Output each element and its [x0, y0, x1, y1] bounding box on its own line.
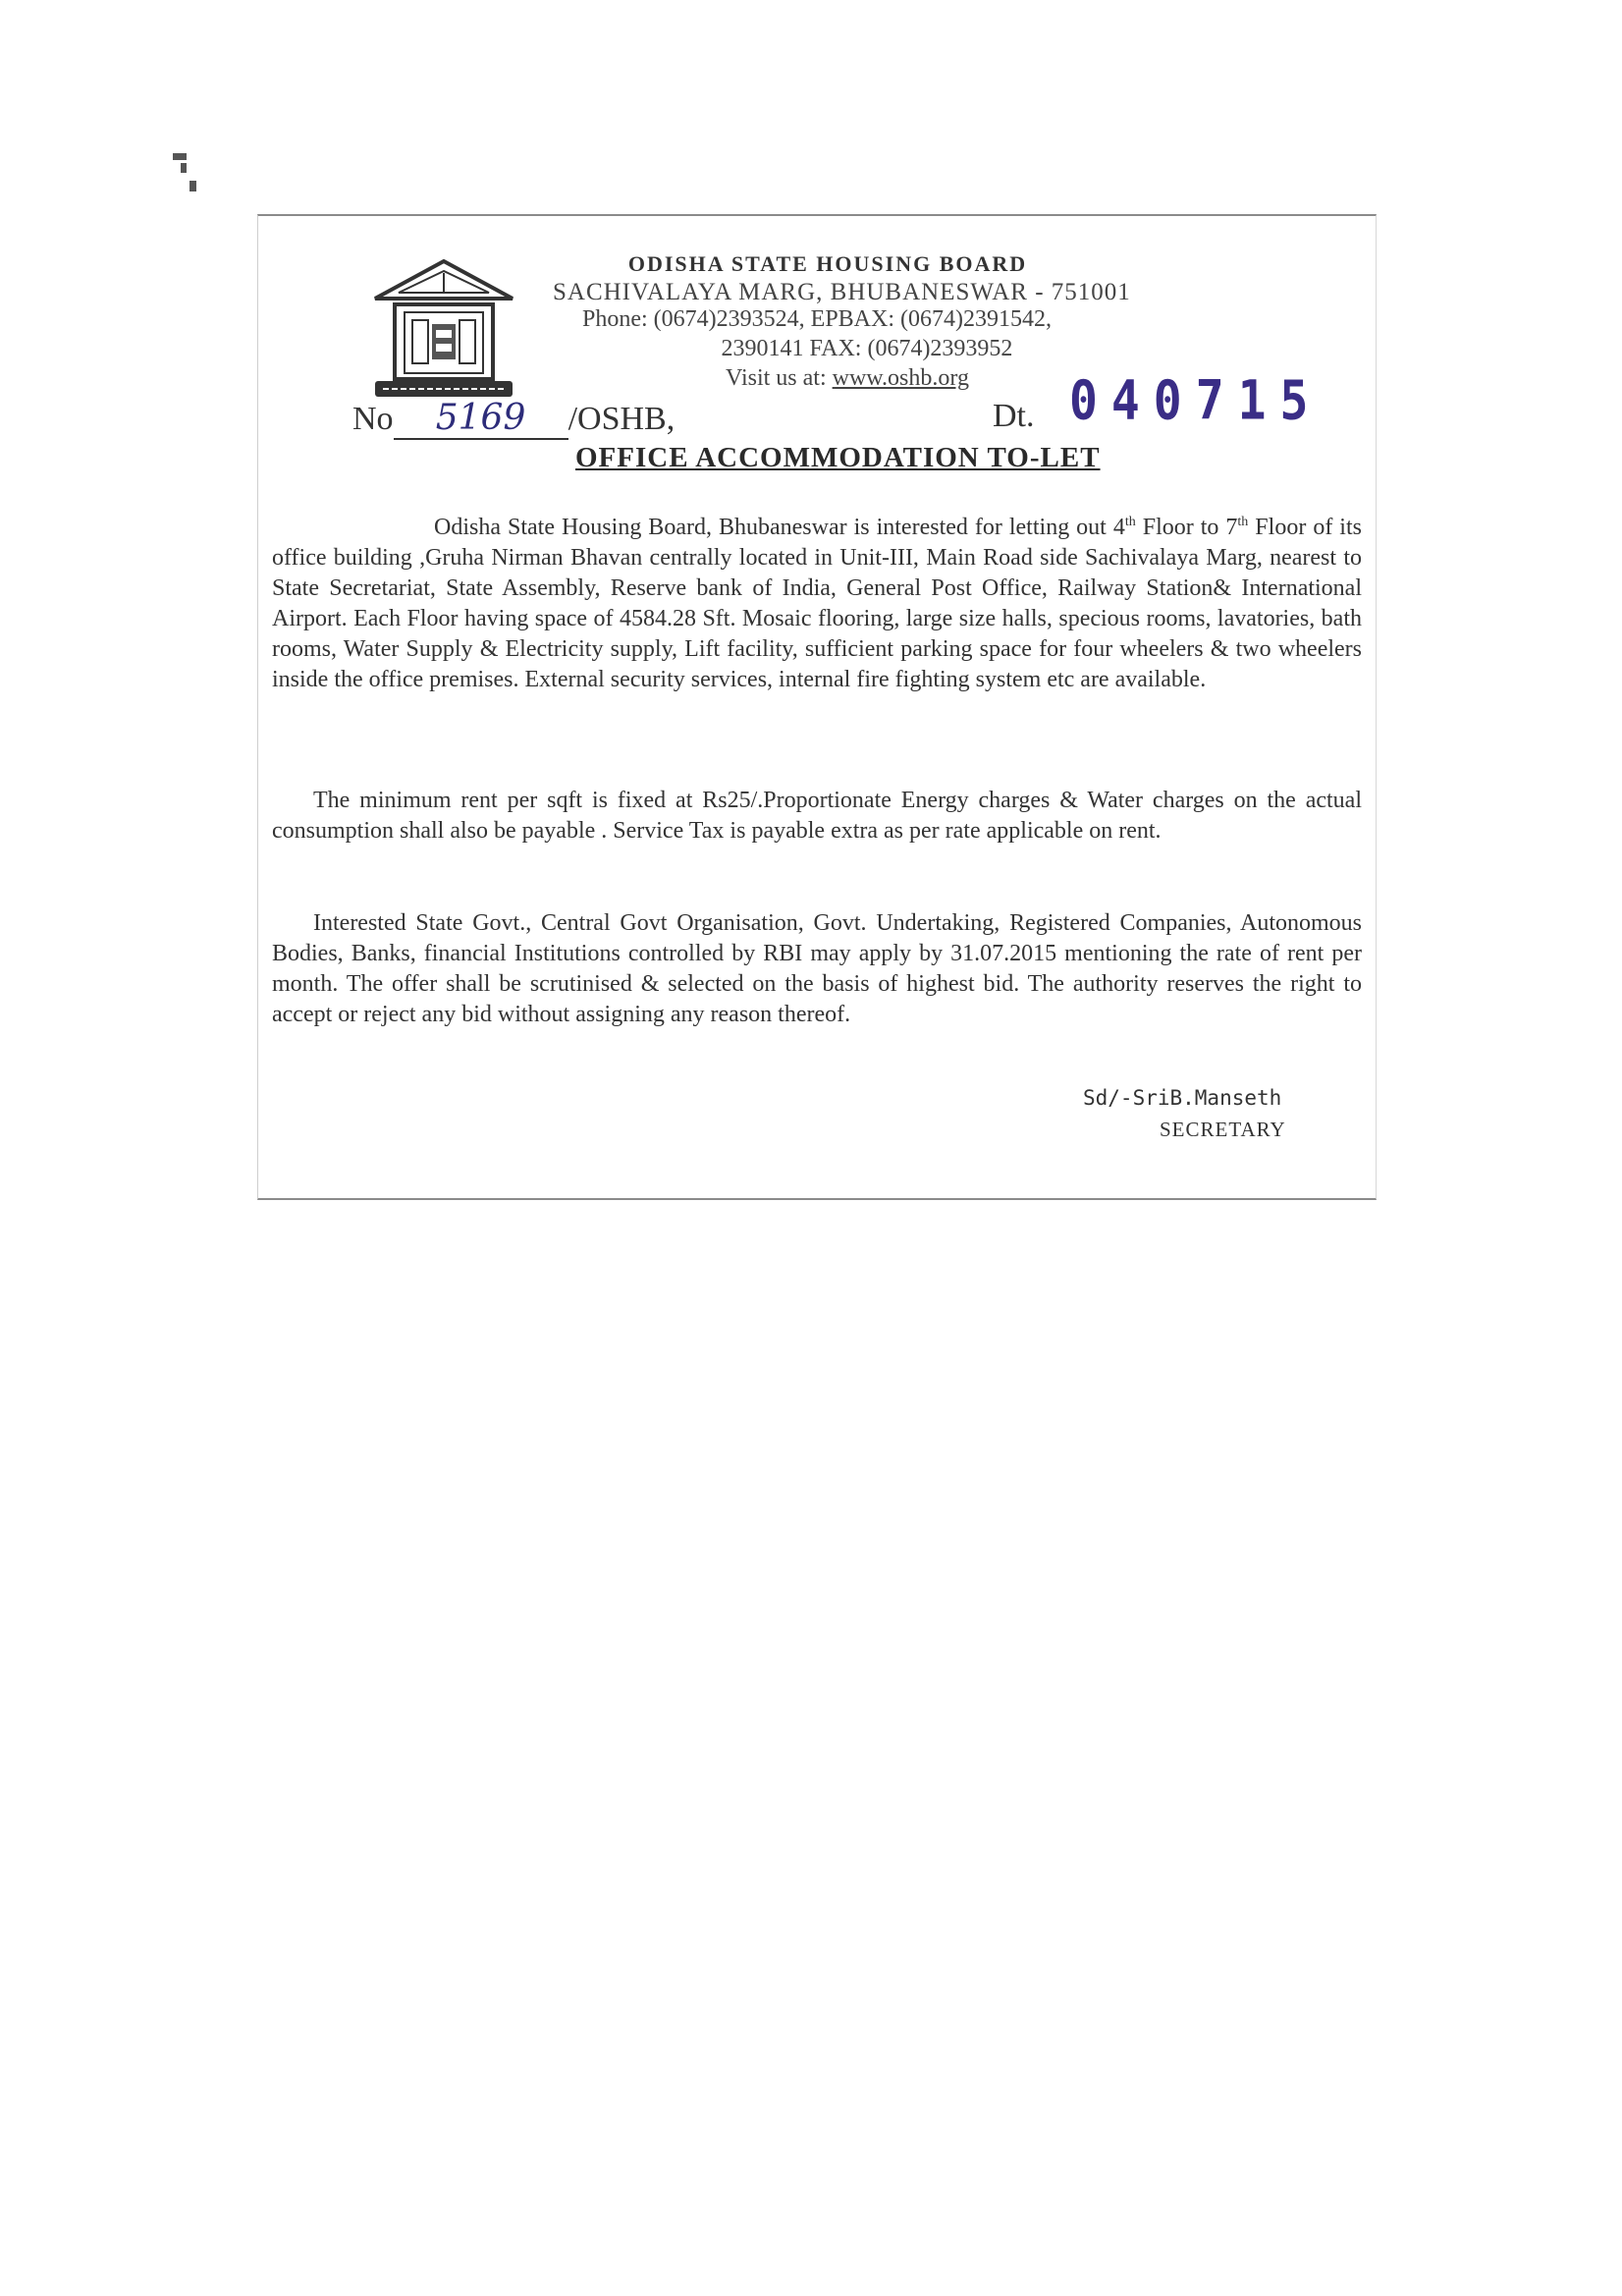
paragraph-2: The minimum rent per sqft is fixed at Rs25/.Proportionate Energy charges & Water charges on the actual consumption shall also be payable . Service Tax is payable extra as per rate applicable on rent. — [272, 788, 1362, 844]
notice-title: OFFICE ACCOMMODATION TO-LET — [575, 442, 1101, 473]
p1-sup-a: th — [1124, 515, 1136, 529]
date-label: Dt. — [993, 398, 1035, 434]
p1-text-b: Floor to 7 — [1135, 515, 1238, 540]
p1-text-c: Floor of its office building ,Gruha Nirman Bhavan centrally located in Unit-III, Main Road side Sachivalaya Marg, nearest to State Secretariat, State Assembly, Reserve bank of India, General Post Office, Railway Station& International Airport. Each Floor having space of 4584.28 Sft. Mosaic flooring, large size halls, specious rooms, lavatories, bath rooms, Water Supply & Electricity supply, Lift facility, sufficient parking space for four wheelers & two wheelers inside the office premises. External security services, internal fire fighting system etc are available. — [272, 515, 1362, 692]
website-link[interactable]: www.oshb.org — [832, 365, 969, 391]
notice-box — [257, 214, 1377, 1200]
paragraph-3: Interested State Govt., Central Govt Organisation, Govt. Undertaking, Registered Companies, Autonomous Bodies, Banks, financial Institutions controlled by RBI may apply by 31.07.2015 mentioning the rate of rent per month. The offer shall be scrutinised & selected on the basis of highest bid. The authority reserves the right to accept or reject any bid without assigning any reason thereof. — [272, 910, 1362, 1027]
scan-speck — [189, 181, 196, 191]
ref-label: No — [352, 401, 394, 437]
org-name: ODISHA STATE HOUSING BOARD — [627, 251, 1028, 276]
scan-speck — [173, 153, 187, 160]
org-address: SACHIVALAYA MARG, BHUBANESWAR - 751001 — [553, 279, 1131, 305]
fax-line: 2390141 FAX: (0674)2393952 — [721, 336, 1013, 361]
reference-number — [352, 398, 675, 440]
ref-handwritten-number: 5169 — [394, 398, 568, 440]
paragraph-1 — [272, 513, 1362, 695]
oshb-logo — [369, 255, 518, 403]
website-prefix: Visit us at: — [726, 365, 833, 391]
phone-line: Phone: (0674)2393524, EPBAX: (0674)2391542, — [582, 306, 1052, 332]
date-stamp: 040715 — [1069, 368, 1323, 433]
ref-suffix: /OSHB, — [568, 401, 676, 437]
scan-speck — [181, 163, 187, 173]
signature-designation: SECRETARY — [1160, 1118, 1286, 1141]
p1-sup-b: th — [1237, 515, 1249, 529]
p1-text-a: Odisha State Housing Board, Bhubaneswar is interested for letting out 4 — [434, 515, 1125, 540]
signature-name: Sd/-SriB.Manseth — [1083, 1086, 1282, 1110]
website-line — [572, 365, 1122, 392]
